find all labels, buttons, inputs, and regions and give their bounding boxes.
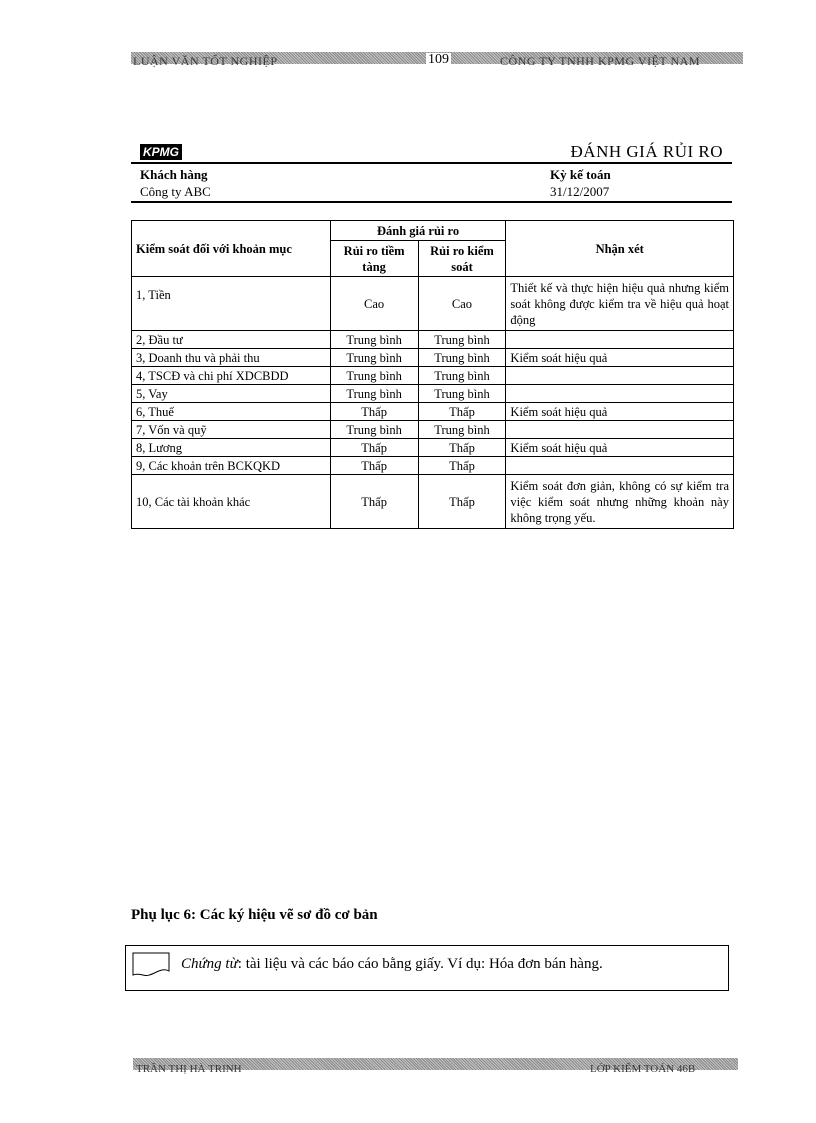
row-item: 9, Các khoản trên BCKQKD (132, 457, 331, 475)
row-item: 1, Tiền (132, 277, 331, 331)
row-control-risk: Thấp (418, 475, 506, 529)
client-label: Khách hàng (140, 167, 208, 182)
row-control-risk: Cao (418, 277, 506, 331)
table-row (132, 439, 734, 457)
row-comment: Kiểm soát hiệu quả (506, 403, 734, 421)
row-control-risk: Trung bình (418, 385, 506, 403)
row-comment: Kiểm soát hiệu quả (506, 439, 734, 457)
page-number: 109 (428, 52, 449, 67)
row-control-risk: Thấp (418, 403, 506, 421)
table-row (132, 475, 734, 529)
header-left-text: LUẬN VĂN TỐT NGHIỆP (133, 54, 278, 68)
table-row (132, 385, 734, 403)
row-inherent-risk: Thấp (330, 439, 418, 457)
row-control-risk: Trung bình (418, 349, 506, 367)
row-comment: Kiểm soát hiệu quả (506, 349, 734, 367)
row-item: 4, TSCĐ và chi phí XDCBDD (132, 367, 331, 385)
row-comment (506, 331, 734, 349)
legend-description: : tài liệu và các báo cáo bằng giấy. Ví dụ: Hóa đơn bán hàng. (237, 956, 603, 972)
col-header-comment: Nhận xét (506, 221, 734, 277)
row-item: 6, Thuế (132, 403, 331, 421)
title-rule (131, 162, 732, 164)
col-header-risk-assessment: Đánh giá rủi ro (330, 221, 506, 241)
row-item: 2, Đầu tư (132, 331, 331, 349)
row-inherent-risk: Trung bình (330, 367, 418, 385)
appendix-title: Phụ lục 6: Các ký hiệu vẽ sơ đồ cơ bản (131, 907, 378, 923)
footer-right-text: LỚP KIỂM TOÁN 46B (590, 1063, 696, 1075)
risk-assessment-table (131, 220, 734, 529)
row-control-risk: Trung bình (418, 331, 506, 349)
table-row (132, 277, 734, 331)
row-comment (506, 421, 734, 439)
table-row (132, 331, 734, 349)
row-inherent-risk: Thấp (330, 475, 418, 529)
period-label: Kỳ kế toán (550, 167, 611, 182)
row-inherent-risk: Trung bình (330, 421, 418, 439)
row-inherent-risk: Trung bình (330, 331, 418, 349)
row-comment: Thiết kế và thực hiện hiệu quả nhưng kiểm soát không được kiểm tra về hiệu quả hoạt động (506, 277, 734, 331)
row-comment: Kiểm soát đơn giản, không có sự kiểm tra việc kiểm soát nhưng những khoản này không trọng yếu. (506, 475, 734, 529)
row-inherent-risk: Cao (330, 277, 418, 331)
col-header-inherent-risk: Rủi ro tiềm tàng (330, 241, 418, 277)
table-row (132, 349, 734, 367)
row-control-risk: Trung bình (418, 421, 506, 439)
kpmg-logo: KPMG (140, 144, 182, 160)
table-row (132, 403, 734, 421)
row-item: 10, Các tài khoản khác (132, 475, 331, 529)
row-item: 3, Doanh thu và phải thu (132, 349, 331, 367)
client-value: Công ty ABC (140, 184, 211, 199)
meta-rule (131, 201, 732, 203)
col-header-control-item: Kiểm soát đối với khoản mục (132, 221, 331, 277)
row-inherent-risk: Thấp (330, 403, 418, 421)
table-row (132, 367, 734, 385)
document-symbol-icon (132, 952, 170, 978)
period-value: 31/12/2007 (550, 184, 610, 199)
header-right-text: CÔNG TY TNHH KPMG VIỆT NAM (500, 54, 701, 68)
document-title: ĐÁNH GIÁ RỦI RO (570, 142, 723, 161)
row-inherent-risk: Thấp (330, 457, 418, 475)
row-item: 5, Vay (132, 385, 331, 403)
row-comment (506, 385, 734, 403)
legend-text (181, 956, 603, 973)
footer-left-text: TRẦN THỊ HÀ TRINH (136, 1063, 242, 1075)
row-comment (506, 367, 734, 385)
row-inherent-risk: Trung bình (330, 385, 418, 403)
row-item: 8, Lương (132, 439, 331, 457)
legend-term: Chứng từ (181, 956, 238, 972)
row-item: 7, Vốn và quỹ (132, 421, 331, 439)
row-inherent-risk: Trung bình (330, 349, 418, 367)
table-row (132, 457, 734, 475)
col-header-control-risk: Rủi ro kiểm soát (418, 241, 506, 277)
row-control-risk: Thấp (418, 457, 506, 475)
row-comment (506, 457, 734, 475)
table-row (132, 421, 734, 439)
row-control-risk: Thấp (418, 439, 506, 457)
legend-box (125, 945, 729, 991)
row-control-risk: Trung bình (418, 367, 506, 385)
